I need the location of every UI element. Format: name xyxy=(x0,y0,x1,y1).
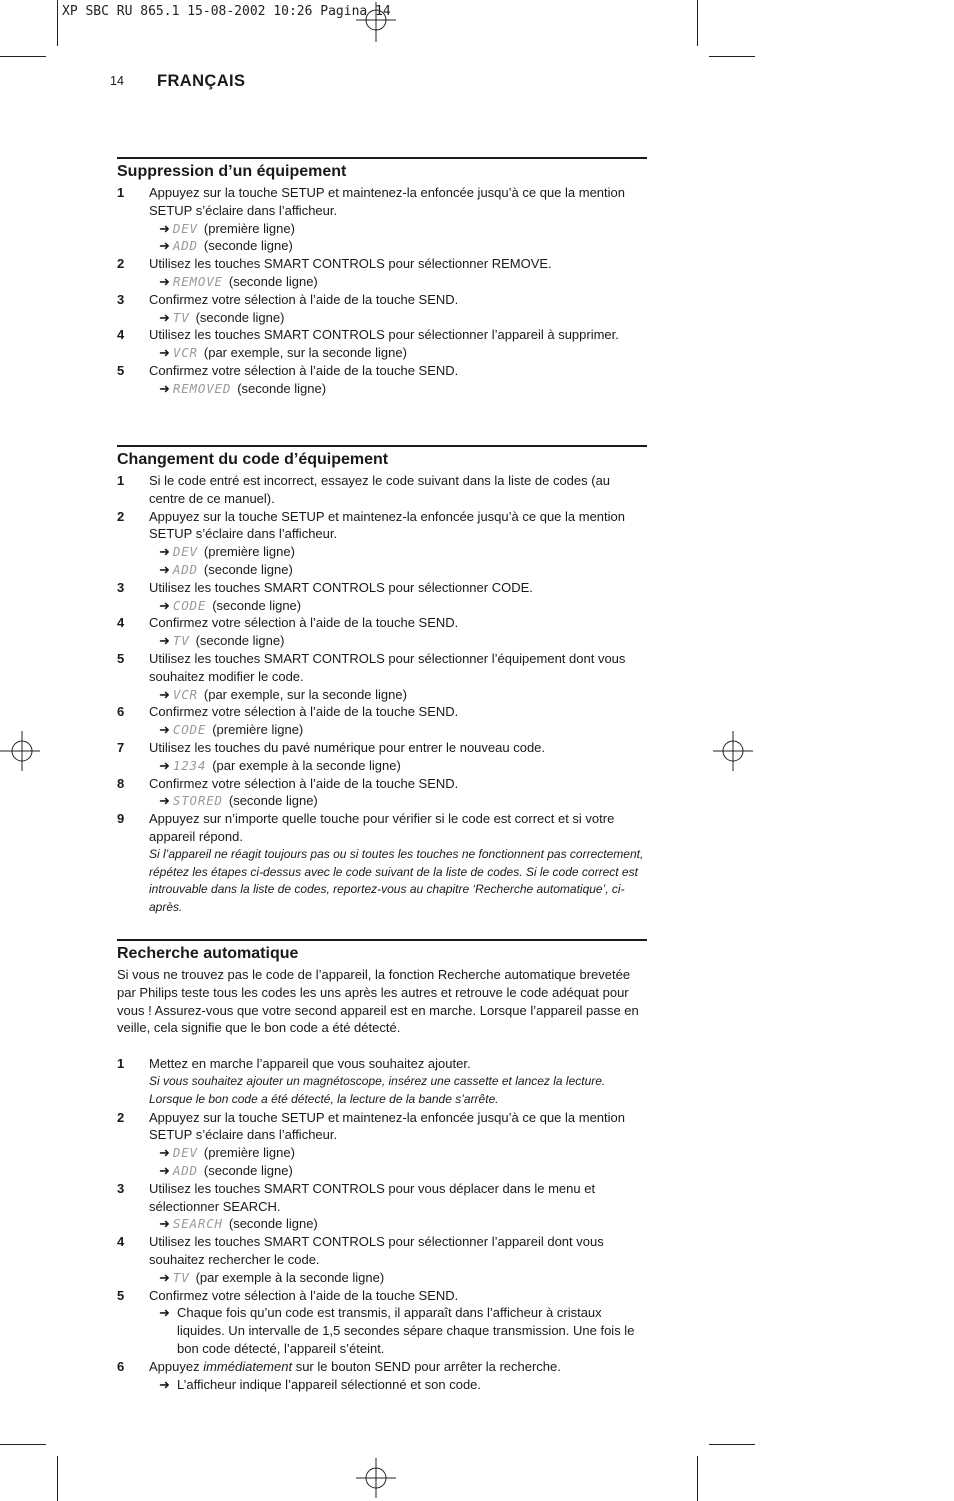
result-line xyxy=(117,686,647,704)
result-text: (seconde ligne) xyxy=(203,238,293,254)
step-number: 7 xyxy=(117,739,125,755)
result-line xyxy=(117,757,647,775)
registration-mark-icon xyxy=(0,731,40,771)
step-text: Mettez en marche l’appareil que vous souhaitez ajouter. xyxy=(149,1056,471,1072)
step-text: Appuyez sur n’importe quelle touche pour vérifier si le code est correct et si votre appareil répond. xyxy=(149,811,615,844)
arrow-icon: ➜ xyxy=(159,1376,170,1392)
lcd-display-text: VCR xyxy=(172,345,198,361)
result-text: (première ligne) xyxy=(203,544,295,560)
crop-mark xyxy=(0,56,46,57)
page-number: 14 xyxy=(110,74,124,88)
registration-mark-icon xyxy=(356,2,396,42)
step-text: Utilisez les touches SMART CONTROLS pour sélectionner l’équipement dont vous souhaitez modifier le code. xyxy=(149,650,626,684)
step-number: 2 xyxy=(117,508,125,524)
section-title: Recherche automatique xyxy=(117,945,299,962)
step-item xyxy=(117,326,647,344)
lcd-display-text: DEV xyxy=(172,1145,198,1161)
lcd-display-text: ADD xyxy=(172,561,198,577)
step-text: Appuyez sur la touche SETUP et maintenez-la enfoncée jusqu’à ce que la mention SETUP s’éclaire dans l’afficheur. xyxy=(149,185,625,218)
arrow-icon: ➜ xyxy=(159,561,170,577)
lcd-display-text: DEV xyxy=(172,544,198,560)
step-text: Appuyez sur la touche SETUP et maintenez-la enfoncée jusqu’à ce que la mention SETUP s’éclaire dans l’afficheur. xyxy=(149,508,625,542)
step-item xyxy=(117,1055,647,1073)
section-rule xyxy=(117,157,647,159)
step-number: 5 xyxy=(117,650,125,666)
result-line xyxy=(117,543,647,561)
arrow-icon: ➜ xyxy=(159,273,170,289)
step-item xyxy=(117,579,647,597)
crop-mark xyxy=(697,1456,698,1501)
lcd-display-text: CODE xyxy=(172,597,207,613)
step-item xyxy=(117,255,647,273)
crop-mark xyxy=(709,56,755,57)
arrow-icon: ➜ xyxy=(159,686,170,702)
step-item xyxy=(117,1233,647,1269)
result-text: (première ligne) xyxy=(203,220,295,236)
result-line xyxy=(117,561,647,579)
step-item xyxy=(117,184,647,220)
step-text: immédiatement xyxy=(203,1358,293,1374)
arrow-icon: ➜ xyxy=(159,1145,170,1161)
result-line xyxy=(117,344,647,362)
step-text: Utilisez les touches SMART CONTROLS pour sélectionner REMOVE. xyxy=(149,256,552,272)
lcd-display-text: TV xyxy=(172,633,190,649)
step-number: 6 xyxy=(117,1358,125,1374)
arrow-icon: ➜ xyxy=(159,238,170,254)
step-item xyxy=(117,1109,647,1145)
step-item xyxy=(117,472,647,508)
lcd-display-text: REMOVED xyxy=(172,380,232,396)
result-line xyxy=(117,237,647,255)
step-text: Confirmez votre sélection à l’aide de la touche SEND. xyxy=(149,615,459,631)
step-text: Utilisez les touches SMART CONTROLS pour sélectionner CODE. xyxy=(149,579,533,595)
step-note: Si vous souhaitez ajouter un magnétoscope, insérez une cassette et lancez la lecture. Lorsque le bon code a été détecté, la lecture de la bande s’arrête. xyxy=(149,1073,606,1106)
crop-mark xyxy=(697,0,698,46)
step-number: 2 xyxy=(117,1109,125,1125)
arrow-icon: ➜ xyxy=(159,793,170,809)
language-heading: FRANÇAIS xyxy=(157,72,246,90)
lcd-display-text: ADD xyxy=(172,238,198,254)
result-line xyxy=(117,1162,647,1180)
result-line xyxy=(117,309,647,327)
step-text: Confirmez votre sélection à l’aide de la touche SEND. xyxy=(149,775,459,791)
result-text: L’afficheur indique l’appareil sélectionné et son code. xyxy=(177,1376,482,1392)
arrow-icon: ➜ xyxy=(159,345,170,361)
step-item xyxy=(117,291,647,309)
result-line xyxy=(117,380,647,398)
arrow-icon: ➜ xyxy=(159,633,170,649)
lcd-display-text: TV xyxy=(172,309,190,325)
crop-mark xyxy=(0,1444,46,1445)
arrow-icon: ➜ xyxy=(159,722,170,738)
result-text: (par exemple, sur la seconde ligne) xyxy=(203,686,407,702)
step-number: 6 xyxy=(117,704,125,720)
arrow-icon: ➜ xyxy=(159,757,170,773)
step-text: Si le code entré est incorrect, essayez le code suivant dans la liste de codes (au centre de ce manuel). xyxy=(149,473,611,506)
step-number: 1 xyxy=(117,185,125,200)
result-text: (première ligne) xyxy=(212,722,304,738)
step-number: 5 xyxy=(117,1287,125,1303)
step-number: 4 xyxy=(117,1234,125,1250)
step-item xyxy=(117,703,647,721)
crop-mark xyxy=(709,1444,755,1445)
result-text: (par exemple à la seconde ligne) xyxy=(195,1269,385,1285)
section-rule xyxy=(117,445,647,447)
result-line xyxy=(117,1144,647,1162)
result-text: (seconde ligne) xyxy=(228,793,318,809)
step-item xyxy=(117,650,647,686)
step-item xyxy=(117,362,647,380)
step-item xyxy=(117,508,647,544)
step-item xyxy=(117,1358,647,1376)
lcd-display-text: REMOVE xyxy=(172,273,223,289)
step-item xyxy=(117,614,647,632)
section-recherche-automatique xyxy=(117,939,647,1393)
lcd-display-text: ADD xyxy=(172,1162,198,1178)
result-text: (seconde ligne) xyxy=(228,1216,318,1232)
section-title: Suppression d’un équipement xyxy=(117,163,347,180)
step-text: Appuyez sur la touche SETUP et maintenez-la enfoncée jusqu’à ce que la mention SETUP s’éclaire dans l’afficheur. xyxy=(149,1109,625,1143)
arrow-icon: ➜ xyxy=(159,1216,170,1232)
section-title: Changement du code d’équipement xyxy=(117,451,389,468)
arrow-icon: ➜ xyxy=(159,1305,170,1321)
step-number: 4 xyxy=(117,327,125,343)
step-note: Si l’appareil ne réagit toujours pas ou si toutes les touches ne fonctionnent pas correctement, répétez les étapes ci-dessus avec le code suivant de la liste de codes. Si le code correct est introuvable dans la liste de codes, reportez-vous au chapitre ‘Recherche automatique’, ci-après. xyxy=(149,846,644,915)
step-number: 4 xyxy=(117,615,125,631)
step-item xyxy=(117,739,647,757)
result-text: (première ligne) xyxy=(203,1145,295,1161)
step-number: 1 xyxy=(117,473,125,488)
step-text: Utilisez les touches du pavé numérique pour entrer le nouveau code. xyxy=(149,739,546,755)
step-item xyxy=(117,775,647,793)
arrow-icon: ➜ xyxy=(159,380,170,396)
result-line xyxy=(117,1376,647,1394)
result-text: (par exemple, sur la seconde ligne) xyxy=(203,345,407,361)
lcd-display-text: 1234 xyxy=(172,757,207,773)
result-text: (seconde ligne) xyxy=(195,633,285,649)
result-text: (seconde ligne) xyxy=(203,561,293,577)
step-text: sur le bouton SEND pour arrêter la recherche. xyxy=(292,1358,561,1374)
step-number: 3 xyxy=(117,1180,125,1196)
step-text: Utilisez les touches SMART CONTROLS pour sélectionner l’appareil à supprimer. xyxy=(149,327,619,343)
result-line xyxy=(117,597,647,615)
step-text: Confirmez votre sélection à l’aide de la touche SEND. xyxy=(149,1287,459,1303)
step-number: 3 xyxy=(117,579,125,595)
section-suppression xyxy=(117,157,647,398)
crop-mark xyxy=(57,0,58,46)
registration-mark-icon xyxy=(713,731,753,771)
result-line xyxy=(117,632,647,650)
lcd-display-text: TV xyxy=(172,1269,190,1285)
step-number: 1 xyxy=(117,1056,125,1072)
section-changement-code xyxy=(117,445,647,917)
arrow-icon: ➜ xyxy=(159,597,170,613)
result-text: (seconde ligne) xyxy=(228,273,318,289)
step-text: Appuyez xyxy=(149,1358,204,1374)
result-line xyxy=(117,1304,647,1357)
arrow-icon: ➜ xyxy=(159,309,170,325)
step-item xyxy=(117,810,647,846)
result-text: (seconde ligne) xyxy=(212,597,302,613)
registration-mark-icon xyxy=(356,1458,396,1498)
print-slug: XP SBC RU 865.1 15-08-2002 10:26 Pagina 14 xyxy=(62,4,391,19)
lcd-display-text: VCR xyxy=(172,686,198,702)
arrow-icon: ➜ xyxy=(159,1162,170,1178)
step-number: 5 xyxy=(117,362,125,378)
result-text: (par exemple à la seconde ligne) xyxy=(212,757,401,773)
result-text: (seconde ligne) xyxy=(203,1162,293,1178)
step-item xyxy=(117,1180,647,1216)
step-item xyxy=(117,1287,647,1305)
arrow-icon: ➜ xyxy=(159,1269,170,1285)
arrow-icon: ➜ xyxy=(159,220,170,236)
arrow-icon: ➜ xyxy=(159,544,170,560)
step-text: Utilisez les touches SMART CONTROLS pour sélectionner l’appareil dont vous souhaitez rechercher le code. xyxy=(149,1234,604,1267)
result-line xyxy=(117,721,647,739)
section-intro: Si vous ne trouvez pas le code de l’appareil, la fonction Recherche automatique brevetée par Philips teste tous les codes les uns après les autres et retrouve le code adéquat pour vous ! Assurez-vous que votre second appareil est en marche. Lorsque l’appareil passe en veille, cela signifie que le bon code a été détecté. xyxy=(117,967,639,1036)
step-number: 3 xyxy=(117,291,125,307)
step-text: Confirmez votre sélection à l’aide de la touche SEND. xyxy=(149,362,459,378)
result-line xyxy=(117,792,647,810)
section-rule xyxy=(117,939,647,941)
step-number: 8 xyxy=(117,775,125,791)
step-text: Utilisez les touches SMART CONTROLS pour vous déplacer dans le menu et sélectionner SEARCH. xyxy=(149,1180,596,1214)
step-text: Confirmez votre sélection à l’aide de la touche SEND. xyxy=(149,704,459,720)
crop-mark xyxy=(57,1456,58,1501)
result-text: (seconde ligne) xyxy=(195,309,285,325)
step-text: Confirmez votre sélection à l’aide de la touche SEND. xyxy=(149,291,459,307)
result-line xyxy=(117,1269,647,1287)
lcd-display-text: SEARCH xyxy=(172,1216,223,1232)
step-number: 9 xyxy=(117,811,125,827)
result-text: (seconde ligne) xyxy=(237,380,327,396)
result-line xyxy=(117,273,647,291)
lcd-display-text: STORED xyxy=(172,793,223,809)
result-line xyxy=(117,220,647,238)
result-line xyxy=(117,1215,647,1233)
lcd-display-text: DEV xyxy=(172,220,198,236)
lcd-display-text: CODE xyxy=(172,722,207,738)
result-text: Chaque fois qu’un code est transmis, il apparaît dans l’afficheur à cristaux liquides. Un intervalle de 1,5 secondes sépare chaque transmission. Une fois le bon code détecté, l’appareil s’éteint. xyxy=(177,1305,635,1356)
step-number: 2 xyxy=(117,256,125,272)
